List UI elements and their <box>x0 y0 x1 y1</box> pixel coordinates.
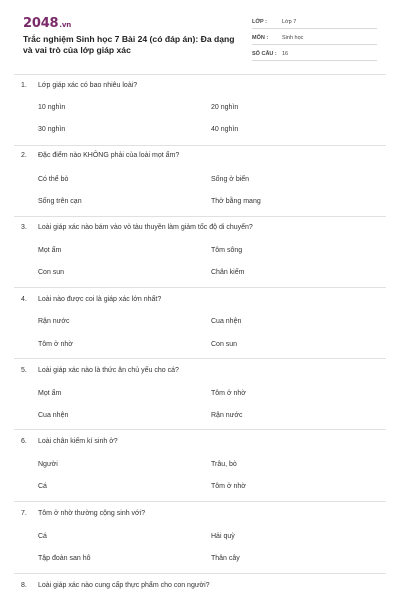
question-number: 6. <box>21 438 27 445</box>
question-text: Loài giáp xác nào bám vào vỏ tàu thuyền làm giảm tốc độ di chuyển? <box>38 224 253 231</box>
answer-option[interactable]: Chân kiếm <box>211 269 245 276</box>
meta-value: 16 <box>282 50 289 57</box>
question-divider <box>14 501 386 502</box>
question-text: Loài nào được coi là giáp xác lớn nhất? <box>38 296 162 303</box>
question-divider <box>14 287 386 288</box>
answer-option[interactable]: Cua nhện <box>211 318 242 325</box>
question-divider <box>14 573 386 574</box>
answer-option[interactable]: Con sun <box>38 269 65 276</box>
answer-option[interactable]: 40 nghìn <box>211 126 239 133</box>
answer-option[interactable]: Mọt ẩm <box>38 390 62 397</box>
answer-option[interactable]: Tôm sông <box>211 247 243 254</box>
page-header <box>0 0 400 70</box>
meta-row-class <box>252 15 377 29</box>
question-divider <box>14 145 386 146</box>
question-number: 2. <box>21 152 27 159</box>
answer-option[interactable]: Người <box>38 461 58 468</box>
meta-row-subject <box>252 31 377 45</box>
answer-option[interactable]: Tôm ở nhờ <box>38 341 73 348</box>
meta-key: MÔN : <box>252 34 269 41</box>
question-number: 1. <box>21 82 27 89</box>
answer-option[interactable]: Tôm ở nhờ <box>211 483 246 490</box>
answer-option[interactable]: Con sun <box>211 341 238 348</box>
question-text: Loài giáp xác nào cung cấp thực phẩm cho con người? <box>38 582 210 589</box>
answer-option[interactable]: Tôm ở nhờ <box>211 390 246 397</box>
meta-key: LỚP : <box>252 18 267 25</box>
meta-key: SỐ CÂU : <box>252 50 277 57</box>
answer-option[interactable]: Cá <box>38 483 47 490</box>
question-number: 4. <box>21 296 27 303</box>
answer-option[interactable]: Hải quỳ <box>211 533 235 540</box>
meta-value: Sinh học <box>282 34 304 41</box>
question-number: 7. <box>21 510 27 517</box>
answer-option[interactable]: Trâu, bò <box>211 461 237 468</box>
question-number: 5. <box>21 367 27 374</box>
answer-option[interactable]: 10 nghìn <box>38 104 66 111</box>
question-text: Loài giáp xác nào là thức ăn chủ yếu cho cá? <box>38 367 179 374</box>
answer-option[interactable]: Sống ở biển <box>211 176 250 183</box>
answer-option[interactable]: Thở bằng mang <box>211 198 261 205</box>
question-divider <box>14 358 386 359</box>
question-text: Loài chân kiếm kí sinh ở? <box>38 438 118 445</box>
header-divider <box>14 74 386 75</box>
logo-text: 2048 <box>23 16 59 31</box>
answer-option[interactable]: Sống trên cạn <box>38 198 82 205</box>
answer-option[interactable]: Rận nước <box>38 318 70 325</box>
answer-option[interactable]: 20 nghìn <box>211 104 239 111</box>
meta-row-count <box>252 47 377 61</box>
answer-option[interactable]: Rận nước <box>211 412 243 419</box>
question-text: Tôm ở nhờ thường cộng sinh với? <box>38 510 146 517</box>
answer-option[interactable]: 30 nghìn <box>38 126 66 133</box>
answer-option[interactable]: Mọt ẩm <box>38 247 62 254</box>
answer-option[interactable]: Thân cây <box>211 555 240 562</box>
answer-option[interactable]: Cua nhện <box>38 412 69 419</box>
logo-suffix: .vn <box>59 21 71 29</box>
answer-option[interactable]: Tập đoàn san hô <box>38 555 91 562</box>
site-logo[interactable] <box>23 16 71 31</box>
question-text: Đặc điểm nào KHÔNG phải của loài mọt ẩm? <box>38 152 180 159</box>
question-divider <box>14 429 386 430</box>
meta-value: Lớp 7 <box>282 18 297 25</box>
page-title: Trắc nghiệm Sinh học 7 Bài 24 (có đáp án): Đa dạng và vai trò của lớp giáp xác <box>23 34 235 55</box>
question-divider <box>14 216 386 217</box>
answer-option[interactable]: Có thể bò <box>38 176 69 183</box>
answer-option[interactable]: Cá <box>38 533 47 540</box>
meta-info <box>252 15 377 61</box>
question-text: Lớp giáp xác có bao nhiêu loài? <box>38 82 138 89</box>
question-number: 8. <box>21 582 27 589</box>
question-number: 3. <box>21 224 27 231</box>
